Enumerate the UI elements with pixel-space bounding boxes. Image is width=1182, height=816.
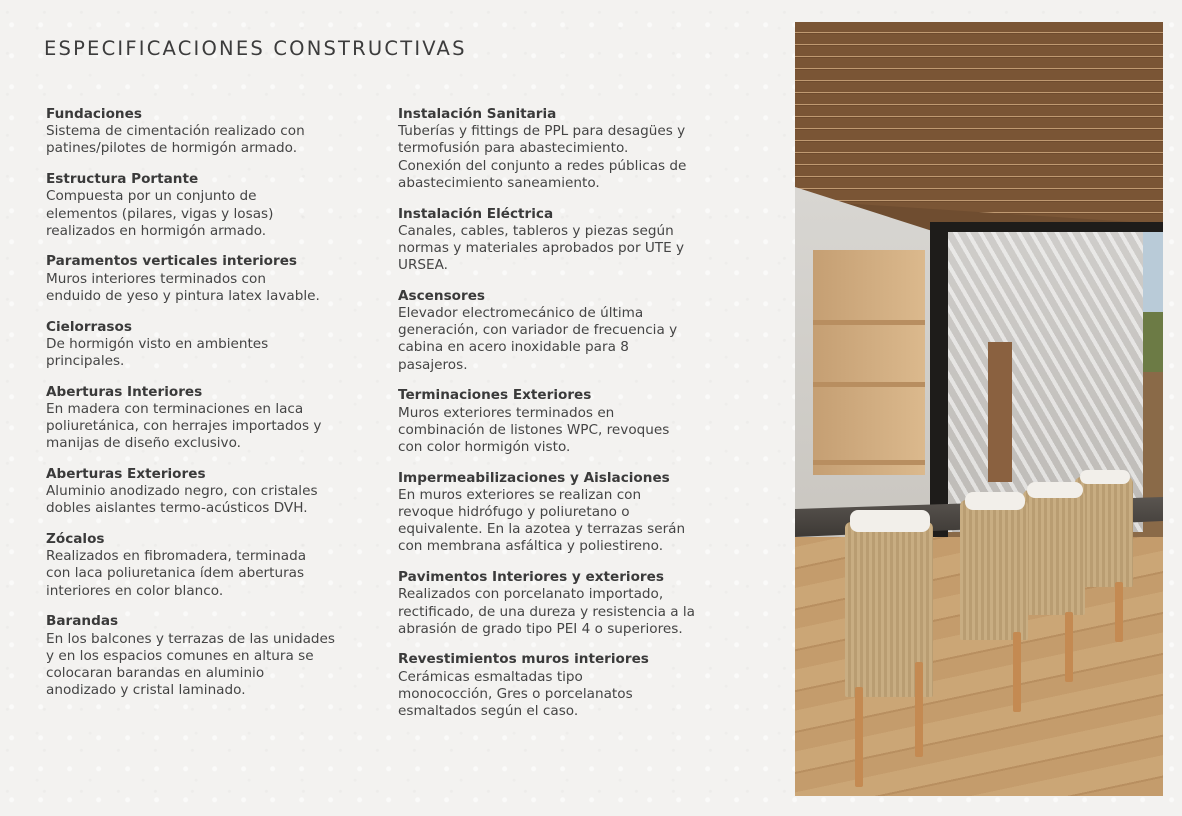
spec-title: Cielorrasos xyxy=(46,318,132,335)
wood-slat-ceiling xyxy=(795,22,1163,222)
spec-pavimentos xyxy=(398,569,718,638)
spec-aberturas-exteriores xyxy=(46,466,376,518)
spec-zocalos xyxy=(46,531,376,600)
spec-body: En los balcones y terrazas de las unidades y en los espacios comunes en altura se colocaran barandas en aluminio anodizado y cristal laminado. xyxy=(46,630,335,699)
chair-cushion xyxy=(965,492,1025,510)
page-title: ESPECIFICACIONES CONSTRUCTIVAS xyxy=(44,37,467,60)
spec-title: Pavimentos Interiores y exteriores xyxy=(398,569,664,586)
spec-body: Aluminio anodizado negro, con cristales dobles aislantes termo-acústicos DVH. xyxy=(46,483,318,517)
spec-title: Revestimientos muros interiores xyxy=(398,651,649,668)
spec-body: Canales, cables, tableros y piezas según normas y materiales aprobados por UTE y URSEA. xyxy=(398,222,685,274)
trees xyxy=(1143,312,1163,372)
spec-body: Cerámicas esmaltadas tipo monococción, Gres o porcelanatos esmaltados según el caso. xyxy=(398,668,633,720)
spec-body: Sistema de cimentación realizado con patines/pilotes de hormigón armado. xyxy=(46,123,305,157)
window-frame-top xyxy=(930,222,1163,232)
spec-impermeabilizaciones xyxy=(398,470,718,556)
spec-title: Instalación Sanitaria xyxy=(398,106,557,122)
spec-body: Tuberías y fittings de PPL para desagües y termofusión para abastecimiento. Conexión del conjunto a redes públicas de abastecimiento saneamiento. xyxy=(398,123,687,191)
specs-left-column xyxy=(46,106,376,713)
spec-body: Compuesta por un conjunto de elementos (pilares, vigas y losas) realizados en hormigón armado. xyxy=(46,188,274,239)
spec-estructura-portante xyxy=(46,171,376,240)
spec-instalacion-electrica xyxy=(398,206,718,275)
wooden-shelving xyxy=(813,250,925,475)
spec-title: Zócalos xyxy=(46,531,105,548)
spec-title: Terminaciones Exteriores xyxy=(398,387,592,404)
shelf-board xyxy=(813,382,925,387)
spec-ascensores xyxy=(398,288,718,374)
spec-title: Fundaciones xyxy=(46,106,142,122)
spec-body: Realizados con porcelanato importado, rectificado, de una dureza y resistencia a la abrasión de grado tipo PEI 4 o superiores. xyxy=(398,586,695,637)
chair-leg xyxy=(915,662,923,757)
spec-cielorrasos xyxy=(46,319,376,371)
spec-body: En muros exteriores se realizan con revoque hidrófugo y poliuretano o equivalente. En la azotea y terrazas serán con membrana asfáltica y poliestireno. xyxy=(398,486,686,555)
shelf-board xyxy=(813,460,925,465)
spec-title: Aberturas Interiores xyxy=(46,383,203,400)
spec-title: Instalación Eléctrica xyxy=(398,205,554,222)
chair-leg xyxy=(1065,612,1073,682)
spec-paramentos-verticales xyxy=(46,253,376,305)
chair-leg xyxy=(1115,582,1123,642)
spec-title: Estructura Portante xyxy=(46,171,199,188)
chair-cushion xyxy=(1080,470,1130,484)
spec-title: Paramentos verticales interiores xyxy=(46,253,298,270)
spec-instalacion-sanitaria xyxy=(398,106,718,192)
spec-fundaciones xyxy=(46,106,376,158)
spec-title: Aberturas Exteriores xyxy=(46,465,206,482)
dining-chair xyxy=(960,500,1028,640)
spec-barandas xyxy=(46,613,376,699)
chair-cushion xyxy=(1027,482,1083,498)
spec-body: Elevador electromecánico de última generación, con variador de frecuencia y cabina en acero inoxidable para 8 pasajeros. xyxy=(398,305,678,373)
spec-terminaciones-exteriores xyxy=(398,387,718,456)
spec-body: Realizados en fibromadera, terminada con laca poliuretanica ídem aberturas interiores en color blanco. xyxy=(46,548,307,599)
spec-revestimientos xyxy=(398,651,718,720)
chair-leg xyxy=(1013,632,1021,712)
window-frame xyxy=(930,227,948,547)
spec-body: En madera con terminaciones en laca poliuretánica, con herrajes importados y manijas de diseño exclusivo. xyxy=(46,400,322,452)
chair-leg xyxy=(855,687,863,787)
spec-title: Barandas xyxy=(46,613,119,630)
spec-body: Muros exteriores terminados en combinación de listones WPC, revoques con color hormigón visto. xyxy=(398,404,670,455)
firewood-niche xyxy=(988,342,1012,482)
shelf-board xyxy=(813,320,925,325)
interior-terrace-dining-photo xyxy=(795,22,1163,796)
specs-right-column xyxy=(398,106,718,734)
spec-body: Muros interiores terminados con enduido de yeso y pintura latex lavable. xyxy=(46,270,320,304)
spec-title: Impermeabilizaciones y Aislaciones xyxy=(398,469,670,486)
spec-title: Ascensores xyxy=(398,287,486,304)
chair-cushion xyxy=(850,510,930,532)
sky xyxy=(1143,232,1163,312)
spec-aberturas-interiores xyxy=(46,384,376,453)
dining-chair xyxy=(1023,490,1085,615)
spec-body: De hormigón visto en ambientes principales. xyxy=(46,335,269,369)
